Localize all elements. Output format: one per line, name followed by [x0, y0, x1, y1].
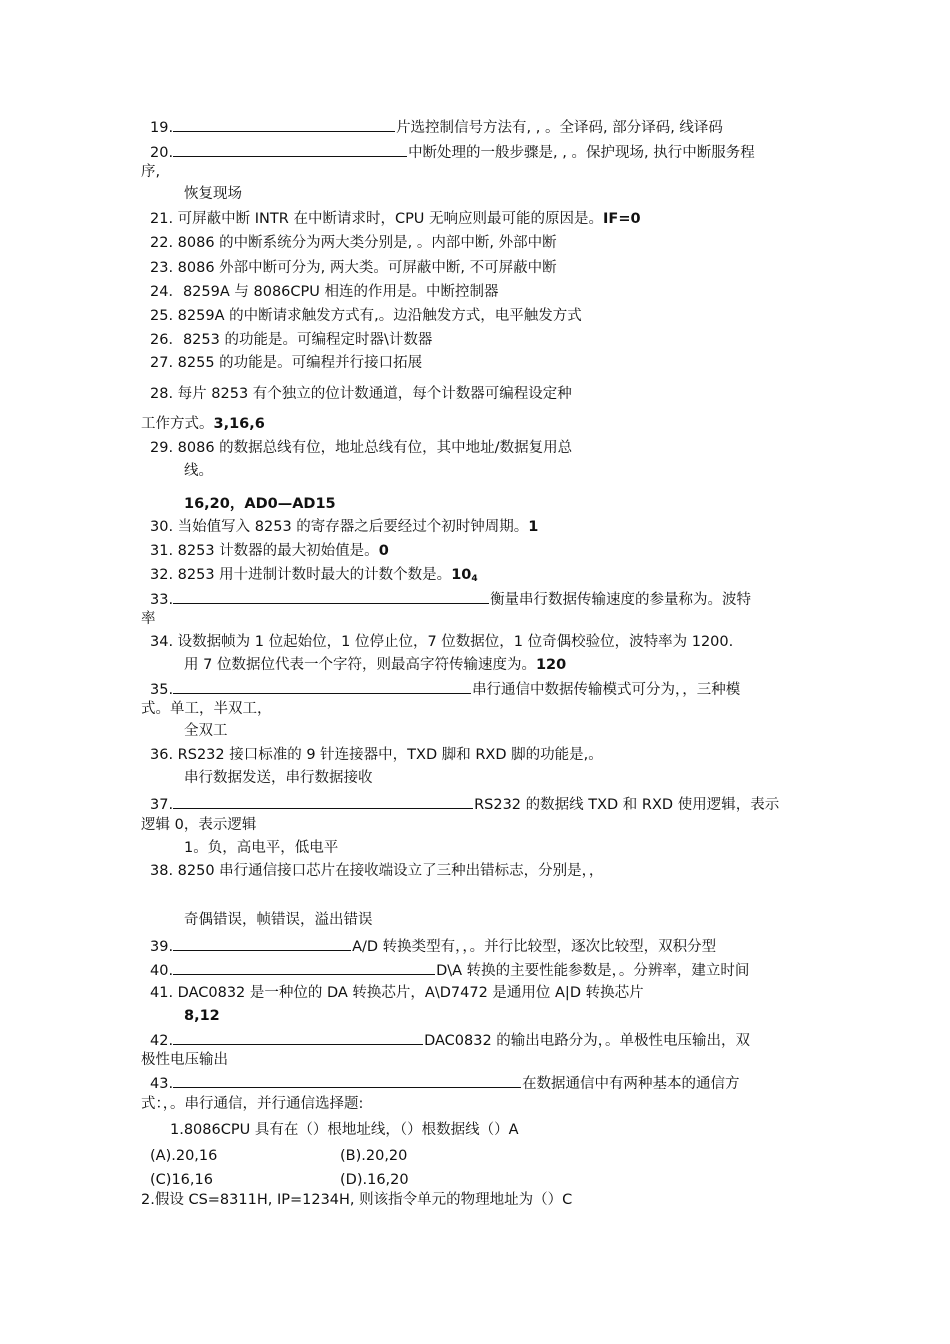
line-19: 19. 片选控制信号方法有, , 。全译码, 部分译码, 线译码 [150, 116, 723, 138]
line-29: 29. 8086 的数据总线有位，地址总线有位，其中地址/数据复用总 [150, 440, 573, 456]
line-22: 22. 8086 的中断系统分为两大类分别是, 。内部中断, 外部中断 [150, 235, 557, 251]
line-39: 39. A/D 转换类型有，，。并行比较型，逐次比较型，双积分型 [150, 935, 716, 957]
answer-exponent: 4 [471, 574, 478, 584]
line-28-cont: 工作方式。3,16,6 [141, 416, 265, 432]
option-a: (A).20,16 [150, 1148, 218, 1164]
line-24: 24．8259A 与 8086CPU 相连的作用是。中断控制器 [150, 284, 499, 300]
line-42: 42. DAC0832 的输出电路分为，。单极性电压输出，双 [150, 1029, 750, 1051]
line-38: 38. 8250 串行通信接口芯片在接收端设立了三种出错标志，分别是，， [150, 863, 604, 879]
line-41: 41. DAC0832 是一种位的 DA 转换芯片，A\D7472 是通用位 A|D 转换芯片 [150, 985, 644, 1001]
line-29-cont: 线。 [184, 463, 213, 479]
line-38-answer: 奇偶错误，帧错误，溢出错误 [184, 912, 373, 928]
blank-underline [173, 1029, 423, 1045]
line-35: 35. 串行通信中数据传输模式可分为，，三种模 [150, 678, 740, 700]
line-33-cont: 率 [141, 611, 156, 627]
line-33: 33. 衡量串行数据传输速度的参量称为。波特 [150, 588, 751, 610]
line-20: 20. 中断处理的一般步骤是, , 。保护现场, 执行中断服务程 [150, 141, 755, 163]
line-40: 40. D\A 转换的主要性能参数是，。分辨率，建立时间 [150, 959, 749, 981]
blank-underline [173, 141, 407, 157]
line-35-answer: 全双工 [184, 723, 228, 739]
line-28: 28. 每片 8253 有个独立的位计数通道，每个计数器可编程设定种 [150, 386, 572, 402]
blank-underline [173, 793, 473, 809]
line-27: 27. 8255 的功能是。可编程并行接口拓展 [150, 355, 423, 371]
answer: 1 [528, 519, 539, 535]
blank-underline [173, 588, 489, 604]
blank-underline [173, 935, 351, 951]
answer: 120 [535, 657, 567, 673]
line-23: 23. 8086 外部中断可分为, 两大类。可屏蔽中断, 不可屏蔽中断 [150, 260, 557, 276]
line-30: 30. 当始值写入 8253 的寄存器之后要经过个初时钟周期。1 [150, 519, 539, 535]
blank-underline [173, 1072, 521, 1088]
answer: IF=0 [603, 211, 641, 227]
line-29-answer: 16,20，AD0—AD15 [184, 496, 336, 512]
option-d: (D).16,20 [340, 1172, 409, 1188]
line-37-answer: 1。负，高电平，低电平 [184, 840, 339, 856]
line-32: 32. 8253 用十进制计数时最大的计数个数是。104 [150, 567, 478, 584]
answer: 10 [451, 567, 472, 583]
line-37: 37. RS232 的数据线 TXD 和 RXD 使用逻辑，表示 [150, 793, 779, 815]
line-35-cont: 式。单工，半双工， [141, 701, 272, 717]
line-26: 26．8253 的功能是。可编程定时器\计数器 [150, 332, 433, 348]
line-20-cont: 序, [141, 164, 161, 180]
line-36-answer: 串行数据发送，串行数据接收 [184, 770, 373, 786]
blank-underline [173, 116, 395, 132]
line-34-cont: 用 7 位数据位代表一个字符，则最高字符传输速度为。120 [184, 657, 567, 673]
line-36: 36. RS232 接口标准的 9 针连接器中，TXD 脚和 RXD 脚的功能是,。 [150, 747, 603, 763]
line-43-cont: 式：，。串行通信，并行通信选择题: [141, 1096, 364, 1112]
line-20-answer: 恢复现场 [184, 186, 242, 202]
option-c: (C)16,16 [150, 1172, 213, 1188]
line-37-cont: 逻辑 0，表示逻辑 [141, 817, 257, 833]
line-21: 21. 可屏蔽中断 INTR 在中断请求时，CPU 无响应则最可能的原因是。IF=0 [150, 211, 641, 227]
answer: 3,16,6 [213, 416, 265, 432]
question-1: 1.8086CPU 具有在（）根地址线，（）根数据线（）A [170, 1122, 519, 1138]
blank-underline [173, 959, 435, 975]
line-34: 34. 设数据帧为 1 位起始位，1 位停止位，7 位数据位，1 位奇偶校验位，波特率为 1200. [150, 634, 734, 650]
line-25: 25. 8259A 的中断请求触发方式有,。边沿触发方式，电平触发方式 [150, 308, 582, 324]
line-31: 31. 8253 计数器的最大初始值是。0 [150, 543, 389, 559]
line-41-answer: 8,12 [184, 1008, 220, 1024]
line-43: 43. 在数据通信中有两种基本的通信方 [150, 1072, 740, 1094]
option-b: (B).20,20 [340, 1148, 408, 1164]
question-2: 2.假设 CS=8311H, IP=1234H, 则该指令单元的物理地址为（）C [141, 1192, 573, 1208]
blank-underline [173, 678, 471, 694]
line-42-cont: 极性电压输出 [141, 1052, 228, 1068]
answer: 0 [378, 543, 389, 559]
